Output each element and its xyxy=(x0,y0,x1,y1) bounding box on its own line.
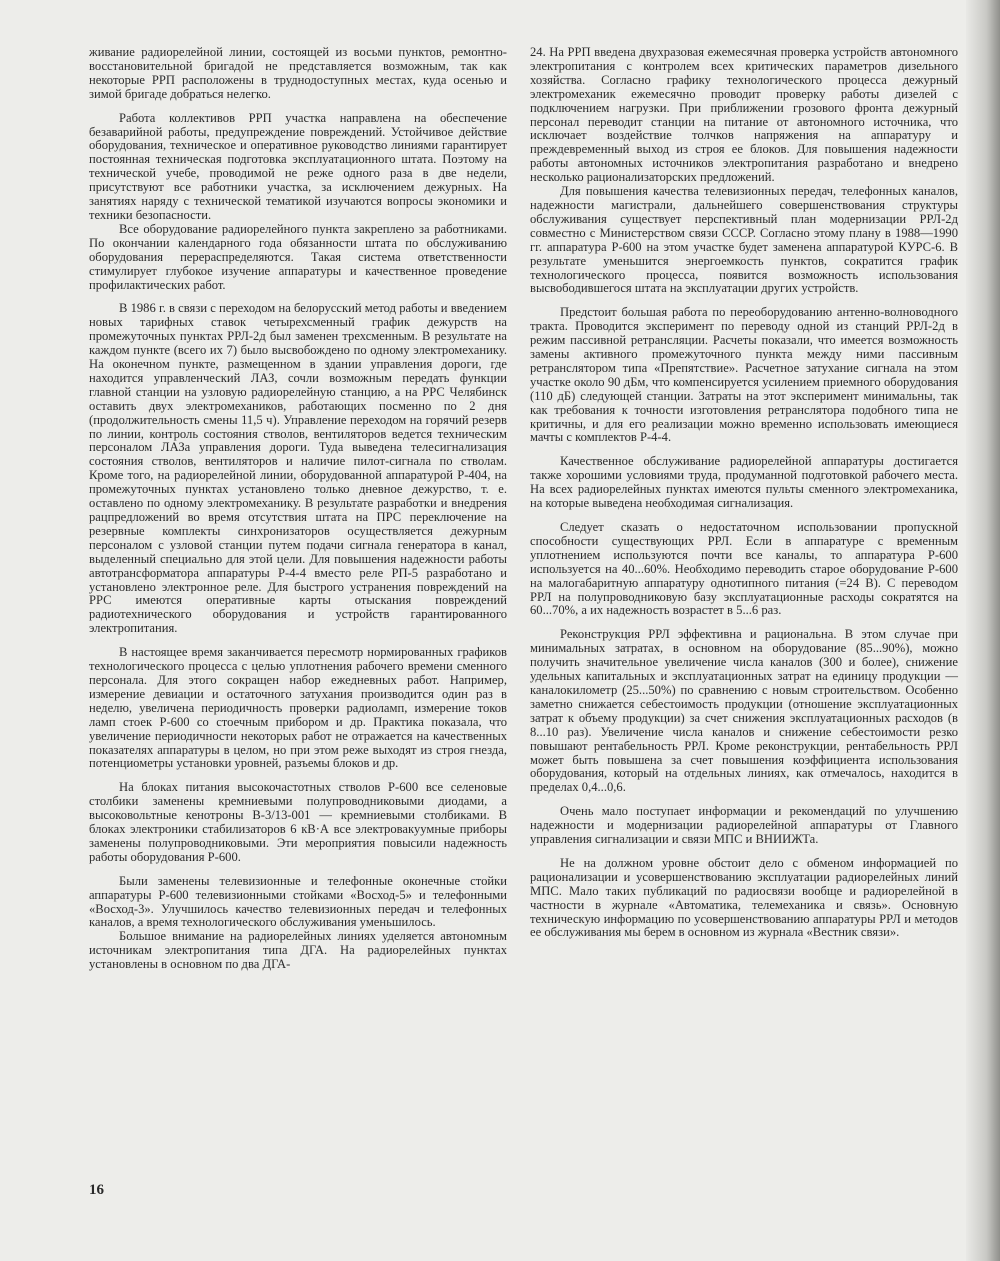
page-number: 16 xyxy=(89,1182,104,1198)
paragraph: Не на должном уровне обстоит дело с обменом информацией по рационализации и усовершенствованию эксплуатации радиорелейных линий МПС. Мало таких публикаций по радиосвязи вообще и радиорелейной в частности в журнале «Автоматика, телемеханика и связь». Основную техническую информацию по усовершенствованию аппаратуры РРЛ и методов ее обслуживания мы берем в основном из журнала «Вестник связи». xyxy=(530,855,958,940)
paragraph: В 1986 г. в связи с переходом на белорусский метод работы и введением новых тарифных ставок четырехсменный график дежурств на промежуточных пунктах РРЛ-2д был заменен трехсменным. В результате на каждом пункте (всего их 7) было высвобождено по одному электромеханику. На оконечном пункте, размещенном в здании управления дороги, где находится управленческий ЛАЗ, сочли возможным передать функции главной станции на узловую радиорелейную станцию, а на РРС Челябинск оставить двух электромехаников, работающих посменно по 2 дня (продолжительность смены 11,5 ч). Управление переходом на горячий резерв по линии, контроль состояния стволов, вентиляторов ведется техническим персоналом ЛАЗа управления дороги. Туда выведена телесигнализация состояния стволов, вентиляторов и наличие пилот-сигнала по стволам. Кроме того, на радиорелейной линии, оборудованной аппаратурой Р-404, на промежуточных пунктах установлено только дневное дежурство, т. е. оставлено по одному электромеханику. В результате разработки и внедрения рацпредложений во время отсутствия штата на ПРС переключение на резервные комплекты синхронизаторов осуществляется дежурным персоналом с узловой станции путем подачи сигнала генератора в канал, выделенный специально для этой цели. Для повышения надежности работы автотрансформатора аппаратуры Р-4-4 вместо реле РП-5 разработано и установлено электронное реле. Для быстрого устранения повреждений на РРС имеются оперативные карты отыскания повреждений радиотехнического оборудования и устройств гарантированного электропитания. xyxy=(89,301,507,636)
paragraph: Качественное обслуживание радиорелейной аппаратуры достигается также хорошими условиями труда, продуманной подготовкой рабочего места. На всех радиорелейных пунктах имеются пульты сменного электромеханика, на которые выведена необходимая сигнализация. xyxy=(530,454,958,511)
paragraph: 24. На РРП введена двухразовая ежемесячная проверка устройств автономного электропитания с контролем всех критических параметров дизельного хозяйства. Согласно графику технологического процесса дежурный электромеханик ежемесячно проводит проверку работы дизелей с подключением нагрузки. При приближении грозового фронта дежурный персонал переводит станции на питание от автономного источника, что исключает воздействие толчков напряжения на аппаратуру и преждевременный выход из строя ее блоков. Для повышения надежности работы автономных источников электропитания разработано и внедрено несколько рационализаторских предложений. xyxy=(530,45,958,185)
paragraph: Были заменены телевизионные и телефонные оконечные стойки аппаратуры Р-600 телевизионными стойками «Восход-5» и телефонными «Восход-3». Улучшилось качество телевизионных передач и телефонных каналов, а время технологического обслуживания уменьшилось. xyxy=(89,873,507,930)
paragraph: Для повышения качества телевизионных передач, телефонных каналов, надежности магистрали, дальнейшего совершенствования структуры обслуживания существует перспективный план модернизации РРЛ-2д совместно с Министерством связи СССР. Согласно этому плану в 1988—1990 гг. аппаратура Р-600 на этом участке будет заменена аппаратурой КУРС-6. В результате уменьшится энергоемкость пунктов, сократится график технологического процесса, появится возможность использования высвободившегося штата на эксплуатации других устройств. xyxy=(530,184,958,296)
paragraph: На блоках питания высокочастотных стволов Р-600 все селеновые столбики заменены кремниевыми полупроводниковыми диодами, а высоковольтные кенотроны В-3/13-001 — кремниевыми столбиками. В блоках электроники стабилизаторов 6 кВ·А все электровакуумные приборы заменены полупроводниковыми. Эти мероприятия повысили надежность работы оборудования Р-600. xyxy=(89,780,507,864)
page-edge-shadow xyxy=(966,0,1000,1261)
paragraph: Очень мало поступает информации и рекомендаций по улучшению надежности и модернизации радиорелейной аппаратуры от Главного управления сигнализации и связи МПС и ВНИИЖТа. xyxy=(530,804,958,847)
paragraph: Работа коллективов РРП участка направлена на обеспечение безаварийной работы, предупреждение повреждений. Устойчивое действие оборудования, техническое и оперативное руководство линиями гарантирует постоянная техническая подготовка эксплуатационного штата. Поэтому на технической учебе, проводимой не реже одного раза в две недели, присутствуют все работники участка, за исключением дежурных. На занятиях наряду с технической тематикой изучаются вопросы экономики и техники безопасности. xyxy=(89,110,507,222)
paragraph: Следует сказать о недостаточном использовании пропускной способности существующих РРЛ. Если в аппаратуре с временным уплотнением используются почти все каналы, то аппаратура Р-600 используется на 40...60%. Необходимо переводить старое оборудование Р-600 на малогабаритную аппаратуру однотипного питания (=24 В). С переводом РРЛ на полупроводниковую базу эксплуатационные расходы сократятся на 60...70%, а их надежность возрастет в 5...6 раз. xyxy=(530,520,958,618)
paragraph: Все оборудование радиорелейного пункта закреплено за работниками. По окончании календарного года обязанности штата по обслуживанию оборудования перераспределяются. Такая система ответственности стимулирует глубокое изучение аппаратуры и качественное проведение профилактических работ. xyxy=(89,221,507,292)
paragraph: живание радиорелейной линии, состоящей из восьми пунктов, ремонтно-восстановительной бригадой не представляется возможным, так как некоторые РРП расположены в труднодоступных местах, куда осенью и зимой бригаде добраться нелегко. xyxy=(89,45,507,101)
paragraph: Большое внимание на радиорелейных линиях уделяется автономным источникам электропитания типа ДГА. На радиорелейных пунктах установлены в основном по два ДГА- xyxy=(89,929,507,972)
paragraph: В настоящее время заканчивается пересмотр нормированных графиков технологического процесса с целью уплотнения рабочего времени сменного персонала. Для этого сокращен набор ежедневных работ. Например, измерение девиации и остаточного затухания производится один раз в неделю, увеличена периодичность проверки радиоламп, измерение токов ламп стоек Р-600 со стоечным прибором и др. Практика показала, что увеличение периодичности некоторых работ не отражается на качественных показателях аппаратуры в целом, но при этом реже выходят из строя гнезда, потенциометры установки уровней, разъемы блоков и др. xyxy=(89,645,507,771)
left-column xyxy=(89,46,507,972)
right-column xyxy=(530,46,958,940)
paragraph: Предстоит большая работа по переоборудованию антенно-волноводного тракта. Проводится эксперимент по переводу одной из станций РРЛ-2д в режим пассивной ретрансляции. Расчеты показали, что имеется возможность замены активного промежуточного пункта между ними пассивным ретранслятором типа «Препятствие». Расчетное затухание сигнала на этом участке около 90 дБм, что компенсируется усилением приемного оборудования (110 дБ) следующей станции. Затраты на этот эксперимент минимальны, так как требования к точности изготовления ретранслятора подобного типа не критичны, и для его реализации можно временно использовать имеющиеся мачты с комплектов Р-4-4. xyxy=(530,305,958,445)
paragraph: Реконструкция РРЛ эффективна и рациональна. В этом случае при минимальных затратах, в основном на оборудование (85...90%), можно получить значительное увеличение числа каналов (300 и более), снижение удельных капитальных и эксплуатационных затрат на единицу продукции — каналокилометр (25...50%) по сравнению с новым строительством. Особенно заметно снижается себестоимость продукции (отношение эксплуатационных затрат к объему продукции) за счет снижения эксплуатационных расходов (в 8...10 раз). Увеличение числа каналов и снижение себестоимости резко повышают рентабельность РРЛ. Кроме реконструкции, рентабельность РРЛ может быть повышена за счет повышения коэффициента использования оборудования, который на отдельных линиях, как отмечалось, находится в пределах 0,4...0,6. xyxy=(530,627,958,795)
